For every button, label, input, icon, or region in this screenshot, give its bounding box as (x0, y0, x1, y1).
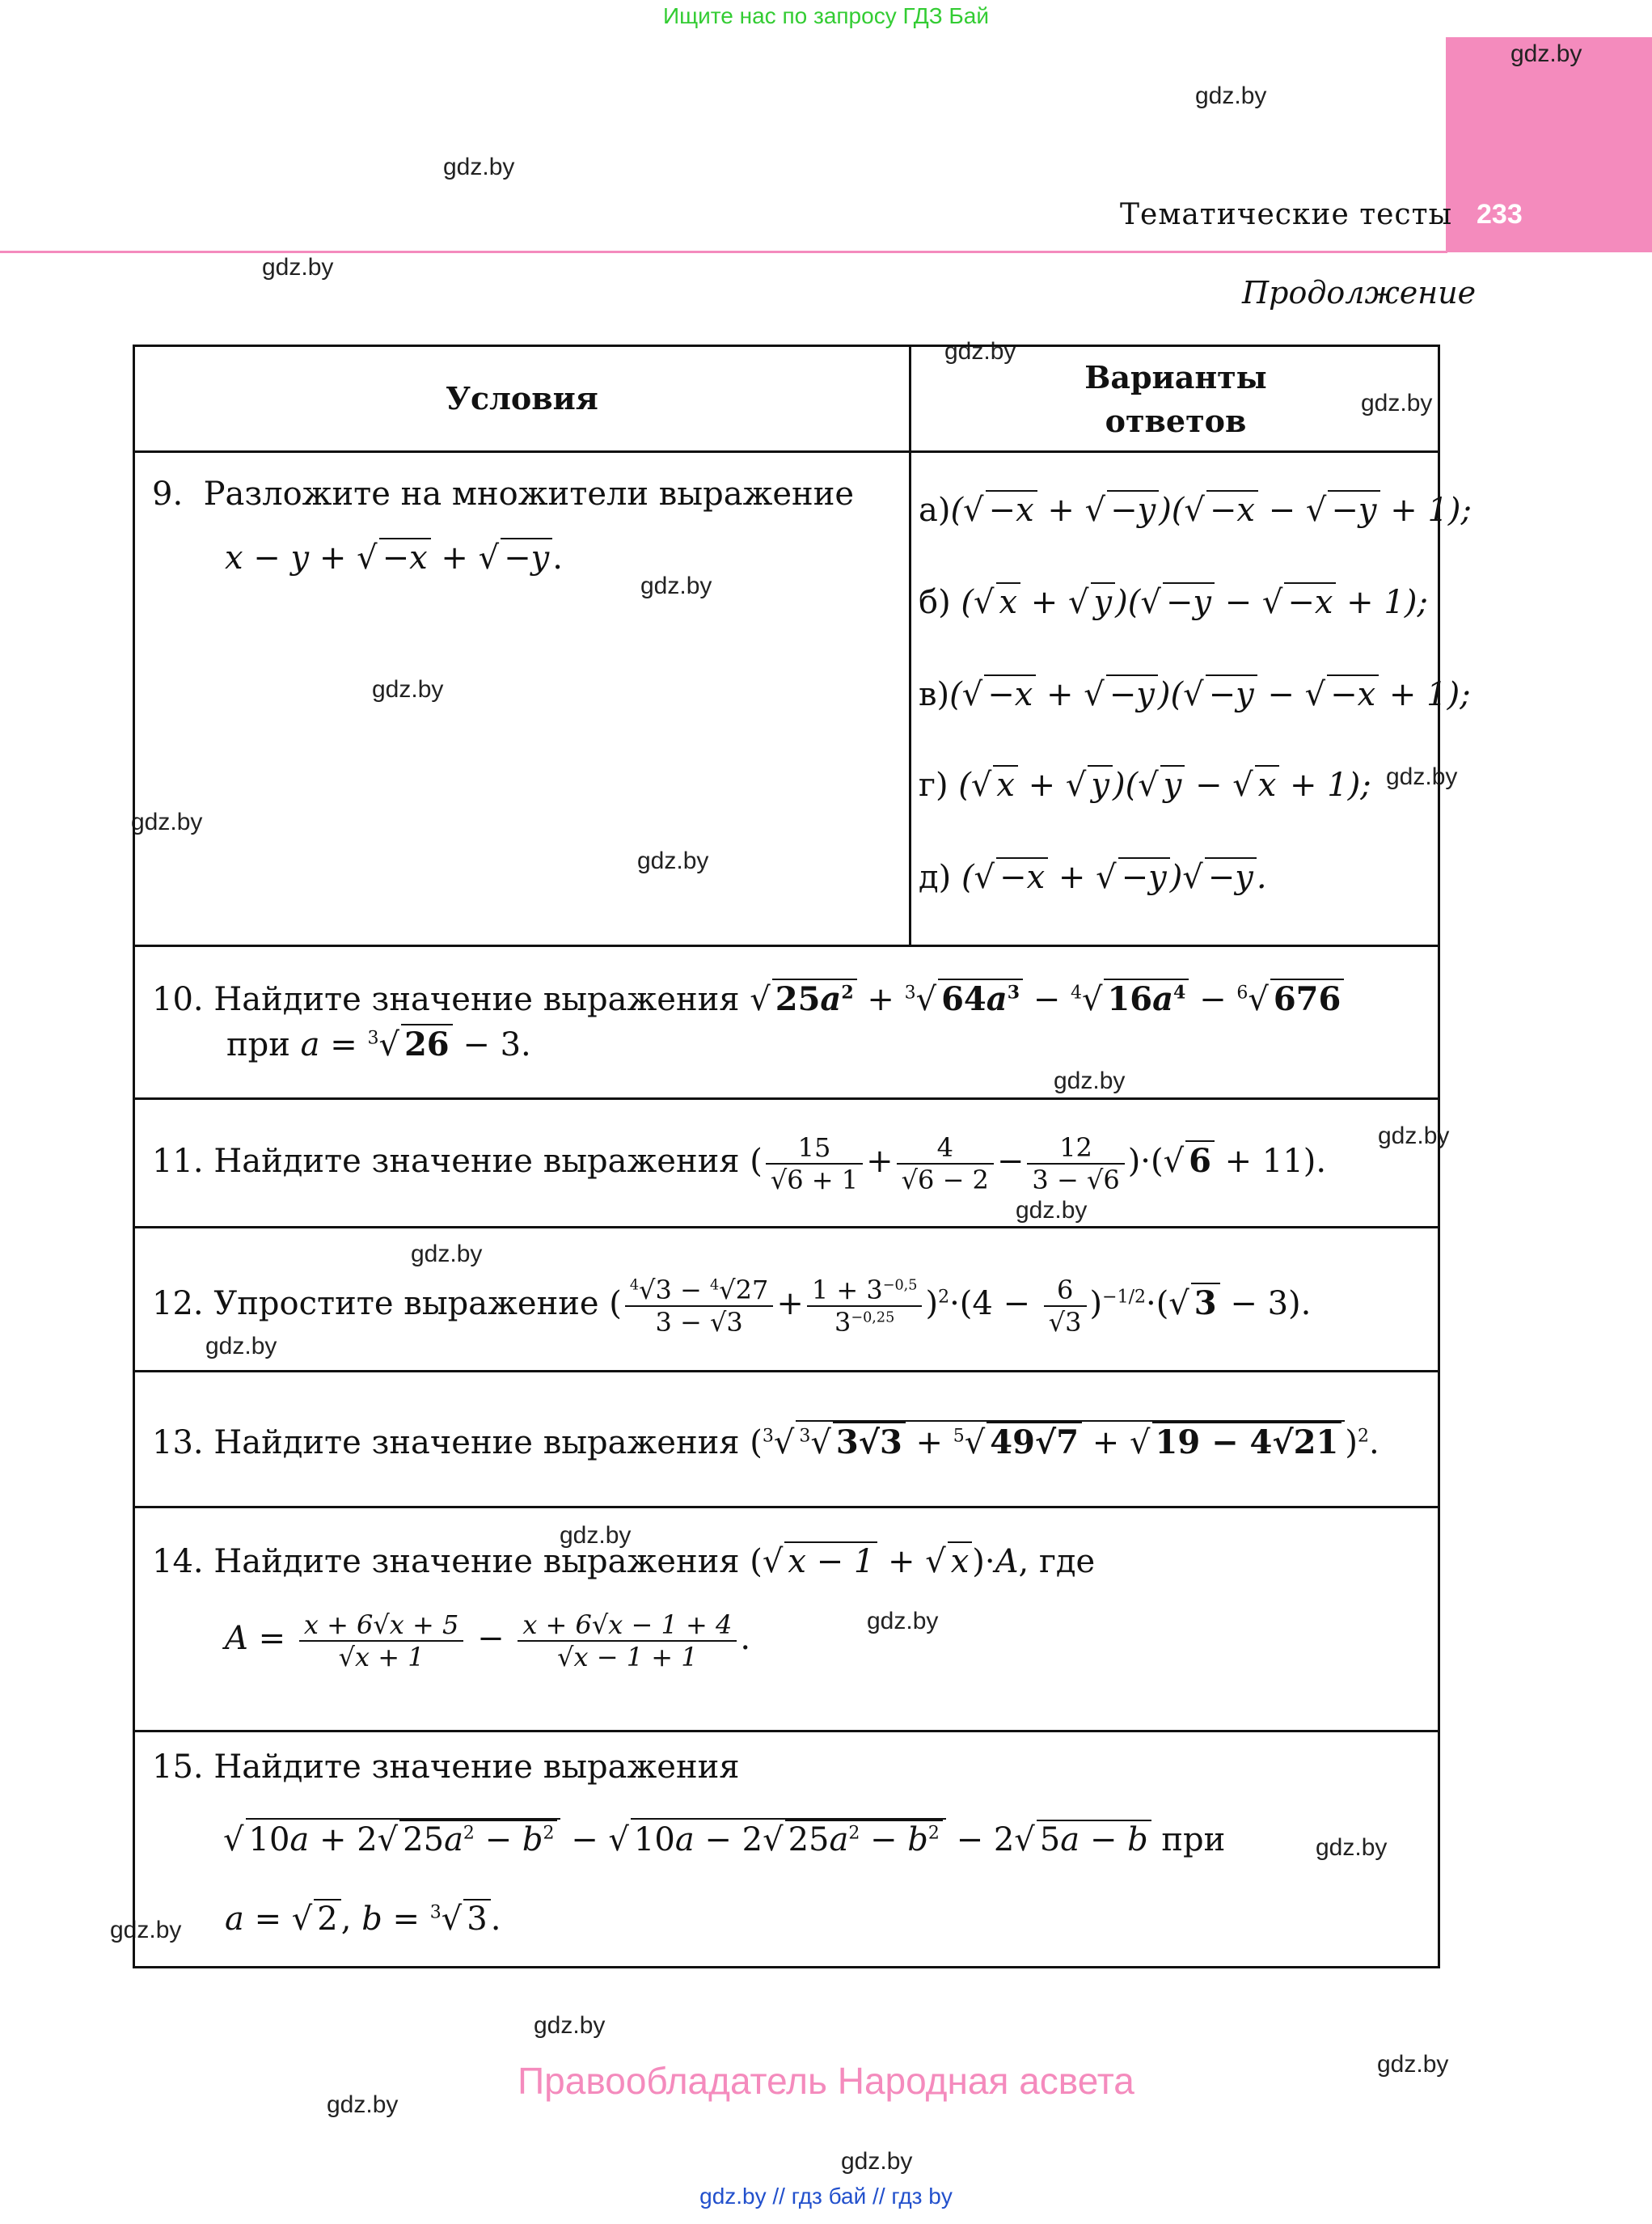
watermark: gdz.by (110, 1917, 182, 1943)
option-b: б) (√ x + √ y )(√ −y − √ −x + 1); (919, 584, 1428, 621)
watermark: gdz.by (1361, 390, 1433, 416)
table-rule (133, 1506, 1440, 1508)
top-note: Ищите нас по запросу ГДЗ Бай (662, 3, 990, 28)
watermark: gdz.by (841, 2148, 913, 2175)
question-number: 9. (152, 476, 184, 513)
copyright-holder: Правообладатель Народная асвета (518, 2060, 1134, 2102)
watermark: gdz.by (1316, 1834, 1388, 1861)
watermark: gdz.by (944, 338, 1016, 365)
column-header-conditions: Условия (446, 380, 598, 416)
option-d: д) (√ −x + √ −y )√ −y . (919, 859, 1267, 896)
question-14: 14. Найдите значение выражения (√ x − 1 + √ x )·A, где (152, 1543, 1096, 1580)
question-9 (152, 476, 854, 513)
table-rule (133, 1226, 1440, 1228)
column-header-answers (911, 356, 1440, 443)
question-15: 15. Найдите значение выражения (152, 1748, 740, 1786)
option-v: в)(√ −x + √ −y )(√ −y − √ −x + 1); (919, 676, 1471, 713)
table-rule (133, 1097, 1440, 1100)
watermark: gdz.by (1054, 1068, 1126, 1094)
question-15-formula: √ 10a + 2√ $25a^2 - b^2$ − √ 10a − 2√ $25a^2 - b^2 - 2√$ 5a − b при (223, 1818, 1225, 1858)
question-10: 10. Найдите значение выражения √ $25a^2 + ^3√$ $64a^3 - ^4√$ $16a^4 - ^6√$ 676 (152, 979, 1344, 1018)
watermark: gdz.by (443, 154, 515, 180)
watermark: gdz.by (262, 254, 334, 281)
watermark: gdz.by (560, 1522, 632, 1549)
question-14-formula: A = $\frac{x + 6√x + 5}{√x + 1}$ − $\frac{x + 6√x - 1 + 4}{√x - 1 + 1}$ . (225, 1609, 751, 1672)
continuation-label: Продолжение (1242, 275, 1477, 311)
table-rule (133, 1730, 1440, 1732)
watermark: gdz.by (640, 573, 712, 599)
column-header-answers-line1: Варианты (1084, 359, 1267, 395)
watermark: gdz.by (131, 809, 203, 835)
table-rule (133, 450, 1440, 453)
watermark: gdz.by (1195, 82, 1267, 109)
watermark: gdz.by (205, 1333, 277, 1359)
watermark: gdz.by (1016, 1197, 1088, 1224)
watermark: gdz.by (1386, 763, 1458, 790)
question-10-condition: при a = $^3$√ 26 − 3. (226, 1025, 531, 1063)
question-9-formula: x − y + √ −x + √ −y . (225, 539, 563, 577)
watermark: gdz.by (1510, 40, 1582, 67)
watermark: gdz.by (1377, 2051, 1449, 2078)
footer-links[interactable]: gdz.by // гдз бай // гдз by (699, 2184, 953, 2209)
page-number: 233 (1477, 199, 1523, 230)
option-g: г) (√ x + √ y )(√ y − √ x + 1); (919, 767, 1371, 804)
table-rule (133, 945, 1440, 947)
watermark: gdz.by (534, 2012, 606, 2039)
running-title: Тематические тесты (1120, 198, 1453, 231)
option-a: а)(√ −x + √ −y )(√ −x − √ −y + 1); (919, 492, 1472, 529)
header-rule (0, 251, 1447, 253)
question-11: 11. Найдите значение выражения ( $\frac{15}{√6 + 1}$ + $\frac{4}{√6 - 2}$ − $\frac{12}{3 - √6}$ )·(√ 6 + 11). (152, 1132, 1327, 1195)
watermark: gdz.by (327, 2091, 399, 2118)
question-13: 13. Найдите значение выражения ($^3$√ $^3$√ 3√3 + $^5$√ 49√7 + √ 19 − 4√21 )$^2$. (152, 1420, 1379, 1461)
watermark: gdz.by (411, 1241, 483, 1267)
table-rule (133, 1370, 1440, 1372)
question-text: Разложите на множители выражение (203, 476, 855, 513)
question-12: 12. Упростите выражение ( $\frac{^4√3 - ^4√27}{3 - √3}$ + $\frac{1 + 3^{-0,5}}{3^{-0,25}}$ )$^2$·(4 − $\frac{6}{√3}$ )$^{-1/2}$·(√ 3 − 3). (152, 1275, 1312, 1338)
watermark: gdz.by (1378, 1123, 1450, 1149)
watermark: gdz.by (372, 676, 444, 703)
column-header-answers-line2: ответов (1105, 403, 1247, 439)
watermark: gdz.by (867, 1608, 939, 1634)
watermark: gdz.by (637, 848, 709, 874)
question-15-condition: a = √ 2 , b = $^3$√ 3 . (225, 1901, 501, 1938)
